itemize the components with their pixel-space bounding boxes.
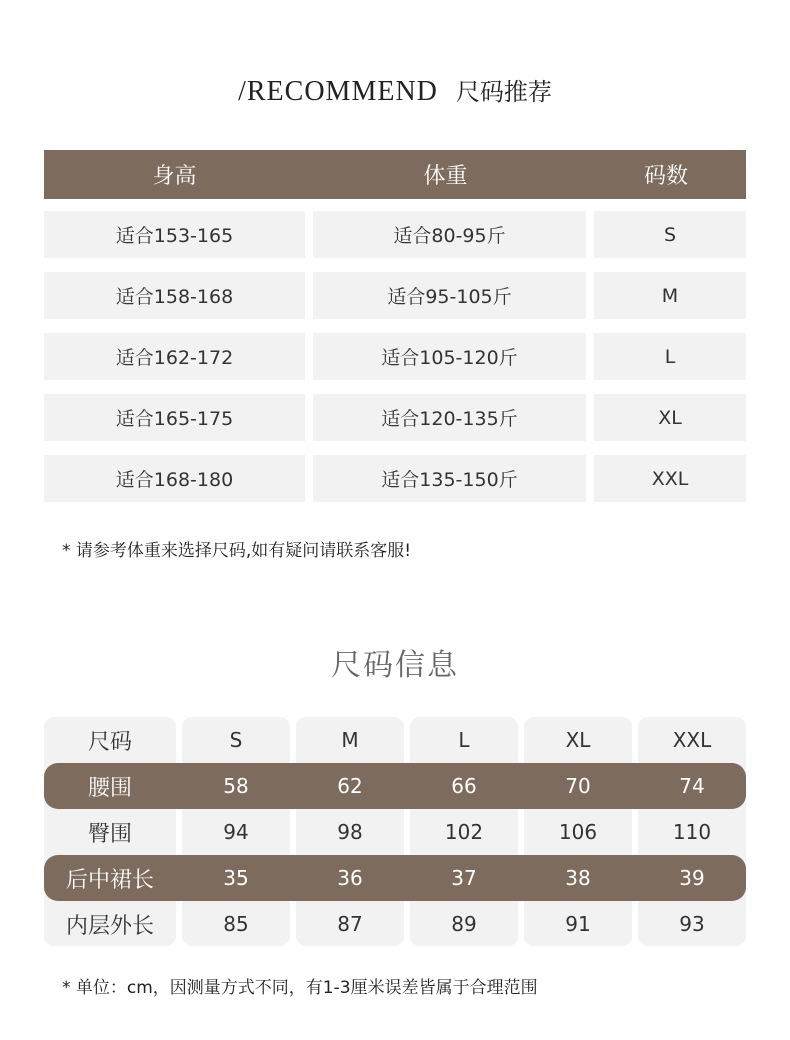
table-row [44,211,746,258]
size-info-title: 尺码信息 [331,648,459,683]
size-info-note: * 单位：cm，因测量方式不同，有1-3厘米误差皆属于合理范围 [62,978,538,998]
value-cell: 91 [565,912,591,936]
value-cell: 85 [223,912,249,936]
weight-cell: 适合95-105斤 [313,272,586,319]
height-cell: 适合153-165 [44,211,305,258]
table-row [44,272,746,319]
header-weight: 体重 [423,164,468,189]
height-cell: 适合158-168 [44,272,305,319]
row-label: 臀围 [87,821,132,847]
value-cell: 39 [679,866,705,890]
recommend-table-body [44,211,746,516]
weight-cell: 适合135-150斤 [313,455,586,502]
value-cell: 62 [337,774,363,798]
weight-cell: 适合105-120斤 [313,333,586,380]
value-cell: 93 [679,912,705,936]
size-cell: S [594,211,746,258]
size-header-label: 尺码 [87,729,132,755]
header-height: 身高 [152,164,197,189]
size-info-table [44,717,746,946]
row-label: 内层外长 [65,913,154,939]
size-header-cell: XXL [672,728,712,752]
table-row [44,455,746,502]
size-cell: M [594,272,746,319]
size-cell: XXL [594,455,746,502]
value-cell: 94 [223,820,249,844]
table-row [44,333,746,380]
size-header-cell: S [229,728,243,752]
value-cell: 70 [565,774,591,798]
recommend-table-header [44,150,746,199]
weight-cell: 适合80-95斤 [313,211,586,258]
recommend-title [0,72,790,108]
value-cell: 36 [337,866,363,890]
value-cell: 102 [444,820,484,844]
value-cell: 106 [558,820,598,844]
value-cell: 37 [451,866,477,890]
value-cell: 110 [672,820,712,844]
height-cell: 适合165-175 [44,394,305,441]
size-header-cell: M [341,728,359,752]
value-cell: 58 [223,774,249,798]
value-cell: 98 [337,820,363,844]
recommend-note: * 请参考体重来选择尺码,如有疑问请联系客服! [62,541,412,561]
recommend-title-en: /RECOMMEND [238,76,438,107]
height-cell: 适合162-172 [44,333,305,380]
height-cell: 适合168-180 [44,455,305,502]
value-cell: 66 [451,774,477,798]
value-cell: 35 [223,866,249,890]
row-label: 腰围 [87,775,132,801]
header-size: 码数 [643,164,688,189]
value-cell: 87 [337,912,363,936]
row-label: 后中裙长 [65,867,154,893]
size-cell: XL [594,394,746,441]
value-cell: 89 [451,912,477,936]
weight-cell: 适合120-135斤 [313,394,586,441]
value-cell: 74 [679,774,705,798]
table-row [44,394,746,441]
value-cell: 38 [565,866,591,890]
recommend-title-cn: 尺码推荐 [455,78,552,106]
size-cell: L [594,333,746,380]
size-header-cell: XL [565,728,591,752]
size-header-cell: L [458,728,470,752]
